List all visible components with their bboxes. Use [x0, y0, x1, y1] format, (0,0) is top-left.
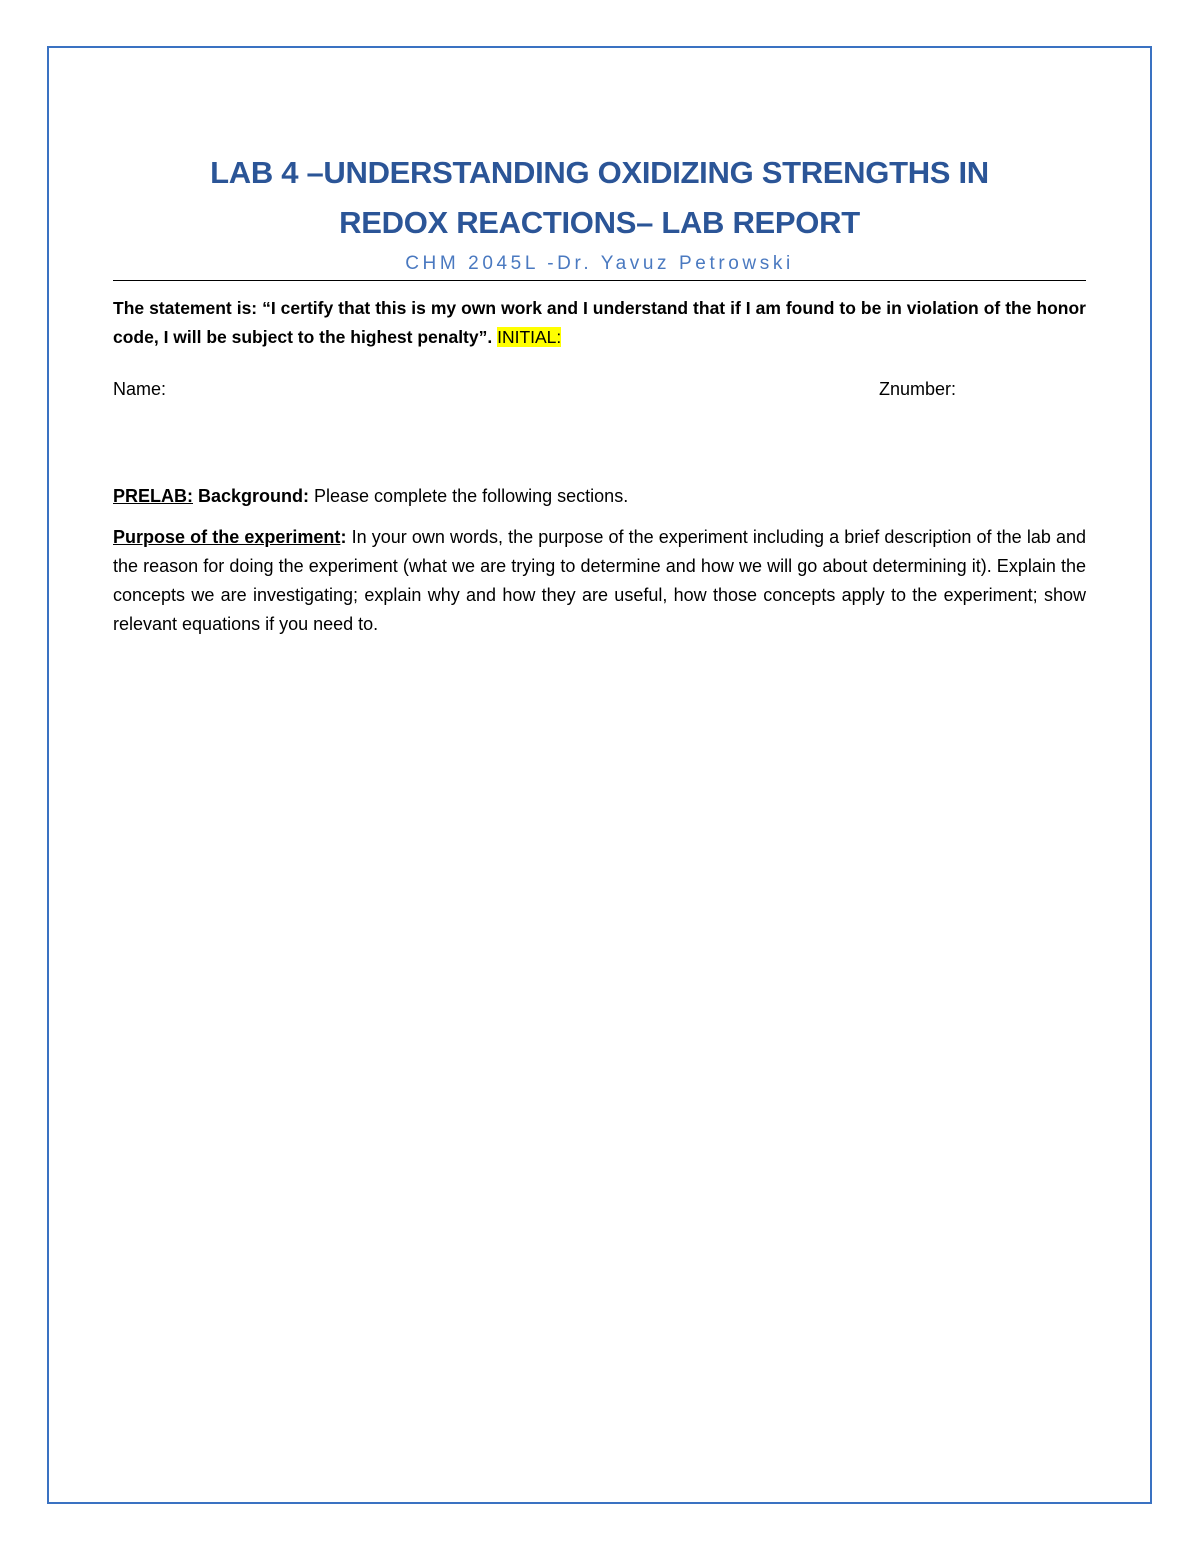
purpose-section	[113, 523, 1086, 639]
prelab-heading	[113, 482, 1086, 510]
prelab-label: PRELAB:	[113, 486, 193, 506]
purpose-instructions: In your own words, the purpose of the experiment including a brief description of the lab and the reason for doing the experiment (what we are trying to determine and how we will go about determining it). Explain the concepts we are investigating; explain why and how they are useful, how those concepts apply to the experiment; show relevant equations if you need to.	[113, 527, 1086, 634]
honor-statement	[113, 294, 1086, 352]
prelab-instructions: Please complete the following sections.	[309, 486, 629, 506]
course-subtitle: CHM 2045L -Dr. Yavuz Petrowski	[405, 253, 794, 274]
title-line-1: LAB 4 –UNDERSTANDING OXIDIZING STRENGTHS IN	[210, 155, 989, 190]
initial-label: INITIAL:	[497, 327, 562, 347]
honor-statement-text: The statement is: “I certify that this is my own work and I understand that if I am found to be in violation of the honor code, I will be subject to the highest penalty”.	[113, 298, 1086, 347]
purpose-label: Purpose of the experiment	[113, 527, 341, 547]
znumber-label: Znumber:	[879, 379, 957, 399]
title-line-2: REDOX REACTIONS– LAB REPORT	[339, 205, 860, 240]
purpose-colon: :	[340, 527, 347, 547]
document-title	[113, 148, 1086, 248]
title-divider	[113, 280, 1086, 281]
name-label: Name:	[113, 379, 167, 399]
background-label: Background:	[193, 486, 310, 506]
